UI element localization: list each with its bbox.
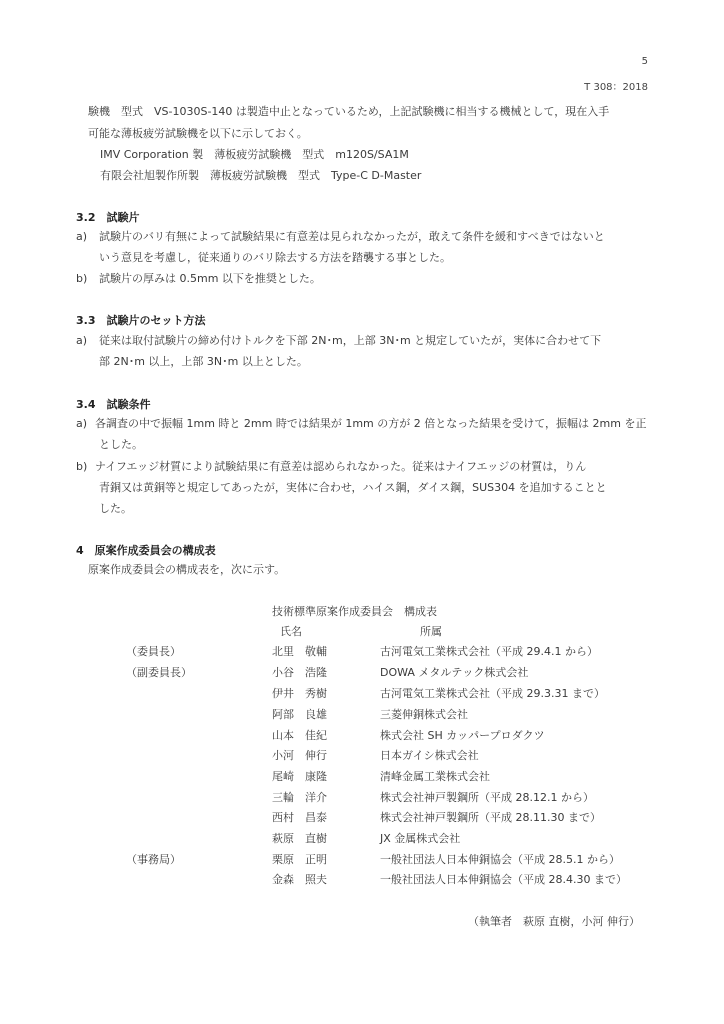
item-marker: a) [76,417,88,430]
row-name: 萩原 直樹 [272,832,327,845]
row-affiliation: 株式会社 SH カッパープロダクツ [380,729,545,742]
row-affiliation: 清峰金属工業株式会社 [380,770,490,783]
column-header-name: 氏名 [280,625,302,638]
row-name: 山本 佳紀 [272,729,327,742]
row-affiliation: 株式会社神戸製鋼所（平成 28.12.1 から） [380,791,594,804]
page-number: 5 [641,56,648,67]
s33-a-line-2: 部 2N･m 以上，上部 3N･m 以上とした。 [99,355,308,368]
s33-a-line-1: 従来は取付試験片の締め付けトルクを下部 2N･m，上部 3N･m と規定していたが，実体に合わせて下 [99,334,602,347]
s34-b-line-1: ナイフエッジ材質により試験結果に有意差は認められなかった。従来はナイフエッジの材質は，りん [95,460,587,473]
item-marker: b) [76,272,88,285]
item-marker: a) [76,230,88,243]
row-affiliation: JX 金属株式会社 [380,832,461,845]
row-name: 尾崎 康隆 [272,770,327,783]
section-3-2-heading: 3.2 試験片 [76,211,140,224]
intro-line-1: 験機 型式 VS-1030S-140 は製造中止となっているため，上記試験機に相当する機械として，現在入手 [88,105,610,118]
section-3-4-heading: 3.4 試験条件 [76,398,151,411]
s32-a-line-2: いう意見を考慮し，従来通りのバリ除去する方法を踏襲する事とした。 [99,251,451,264]
row-affiliation: 古河電気工業株式会社（平成 29.3.31 まで） [380,687,605,700]
authors-note: （執筆者 萩原 直樹，小河 伸行） [468,915,640,928]
s34-b-line-3: した。 [99,502,132,515]
row-name: 伊井 秀樹 [272,687,327,700]
row-name: 小谷 浩隆 [272,666,327,679]
s32-b-line-1: 試験片の厚みは 0.5mm 以下を推奨とした。 [99,272,321,285]
row-name: 阿部 良雄 [272,708,327,721]
item-marker: b) [76,460,88,473]
row-affiliation: 日本ガイシ株式会社 [380,749,479,762]
section-3-3-heading: 3.3 試験片のセット方法 [76,314,206,327]
column-header-affiliation: 所属 [420,625,442,638]
row-role: （事務局） [126,853,181,866]
intro-line-4: 有限会社旭製作所製 薄板疲労試験機 型式 Type-C D-Master [100,169,422,182]
table-title: 技術標準原案作成委員会 構成表 [272,605,437,618]
row-affiliation: 古河電気工業株式会社（平成 29.4.1 から） [380,645,598,658]
row-affiliation: 一般社団法人日本伸銅協会（平成 28.4.30 まで） [380,873,627,886]
row-affiliation: 一般社団法人日本伸銅協会（平成 28.5.1 から） [380,853,620,866]
document-id: T 308：2018 [584,82,648,93]
row-name: 金森 照夫 [272,873,327,886]
item-marker: a) [76,334,88,347]
row-affiliation: 株式会社神戸製鋼所（平成 28.11.30 まで） [380,811,601,824]
s34-b-line-2: 青銅又は黄銅等と規定してあったが，実体に合わせ，ハイス鋼，ダイス鋼，SUS304 を追加することと [99,481,607,494]
s32-a-line-1: 試験片のバリ有無によって試験結果に有意差は見られなかったが，敢えて条件を緩和すべきではないと [99,230,605,243]
intro-line-3: IMV Corporation 製 薄板疲労試験機 型式 m120S/SA1M [100,148,409,161]
row-name: 三輪 洋介 [272,791,327,804]
row-affiliation: 三菱伸銅株式会社 [380,708,468,721]
row-name: 小河 伸行 [272,749,327,762]
section-4-intro: 原案作成委員会の構成表を，次に示す。 [88,563,286,576]
row-name: 西村 昌泰 [272,811,327,824]
row-role: （委員長） [126,645,181,658]
s34-a-line-1: 各調査の中で振幅 1mm 時と 2mm 時では結果が 1mm の方が 2 倍となった結果を受けて，振幅は 2mm を正 [95,417,647,430]
intro-line-2: 可能な薄板疲労試験機を以下に示しておく。 [88,127,308,140]
row-role: （副委員長） [126,666,192,679]
s34-a-line-2: とした。 [99,438,143,451]
row-name: 北里 敬輔 [272,645,327,658]
section-4-heading: 4 原案作成委員会の構成表 [76,544,216,557]
row-name: 栗原 正明 [272,853,327,866]
row-affiliation: DOWA メタルテック株式会社 [380,666,529,679]
